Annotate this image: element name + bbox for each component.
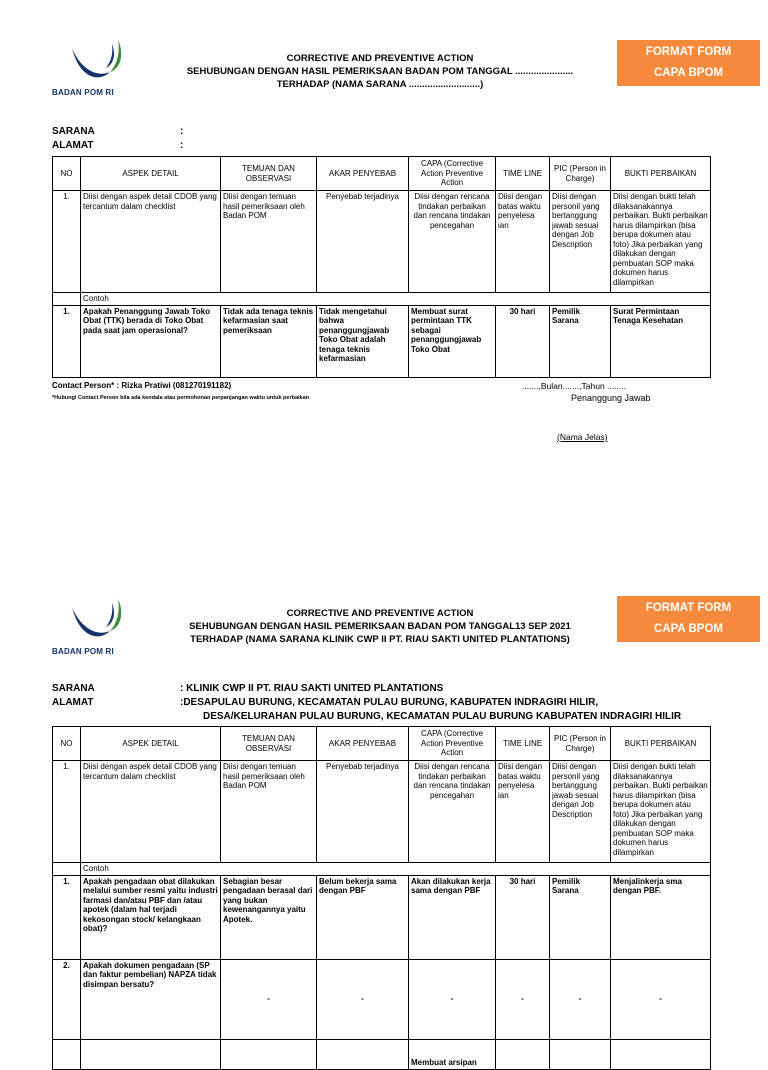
cell-no: 1. xyxy=(53,761,81,863)
cell-bukti: - xyxy=(611,959,711,1039)
col-header: TEMUAN DAN OBSERVASI xyxy=(221,157,317,191)
cell-bukti: Diisi dengan bukti telah dilaksanakannya perbaikan. Bukti perbaikan harus dilampirkan (bisa berupa dokumen atau foto) Jika perbaikan yang dilakukan dengan pembuatan SOP maka dokumen harus dilampirkan xyxy=(611,191,711,293)
guide-row xyxy=(53,761,711,863)
title-line-2: SEHUBUNGAN DENGAN HASIL PEMERIKSAAN BADAN POM TANGGAL ...................... xyxy=(186,66,574,77)
cell-bukti: Menjalinkerja sma dengan PBF. xyxy=(611,875,711,959)
cell-aspek: Apakah pengadaan obat dilakukan melalui sumber resmi yaitu industri farmasi dan/atau PBF dan /atau apotek (dalam hal terjadi kekosongan stock/ kelangkaan obat)? xyxy=(81,875,221,959)
col-header: ASPEK DETAIL xyxy=(81,727,221,761)
contoh-label: Contoh xyxy=(81,293,711,306)
col-header: TEMUAN DAN OBSERVASI xyxy=(221,727,317,761)
sarana-label: SARANA xyxy=(52,126,95,137)
cell-timeline: - xyxy=(496,959,550,1039)
cell-bukti: Diisi dengan bukti telah dilaksanakannya perbaikan. Bukti perbaikan harus dilampirkan (bisa berupa dokumen atau foto) Jika perbaikan yang dilakukan dengan pembuatan SOP maka dokumen harus dilampirkan xyxy=(611,761,711,863)
cell-timeline: Diisi dengan batas waktu penyelesa ian xyxy=(496,191,550,293)
cell-temuan: Tidak ada tenaga teknis kefarmasian saat pemeriksaan xyxy=(221,305,317,377)
capa-table xyxy=(52,156,711,378)
form-filled-page xyxy=(0,585,768,1067)
sarana-row xyxy=(52,683,443,695)
badge-line-2: CAPA BPOM xyxy=(654,67,723,79)
cell-aspek: Apakah dokumen pengadaan (SP dan faktur pembelian) NAPZA tidak disimpan bersatu? xyxy=(81,959,221,1039)
col-header: CAPA (Corrective Action Preventive Action xyxy=(409,157,496,191)
contact-note: *Hubungi Contact Person bila ada kendala atau permohonan perpanjangan waktu untuk perbaikan xyxy=(52,395,310,401)
badan-pom-logo xyxy=(48,597,143,659)
col-header: AKAR PENYEBAB xyxy=(317,157,409,191)
cell-pic: Diisi dengan personil yang bertanggung jawab sesuai dengan Job Description xyxy=(550,761,611,863)
date-line: .......,Bulan.......,Tahun ........ xyxy=(522,381,626,391)
alamat-value: : xyxy=(180,140,184,151)
cell-aspek: Diisi dengan aspek detail CDOB yang tercantum dalam checklist xyxy=(81,191,221,293)
form-template-page xyxy=(0,0,768,520)
example-row xyxy=(53,305,711,377)
alamat-row xyxy=(52,140,183,152)
cell-temuan: Sebagian besar pengadaan berasal dari yang bukan kewenangannya yaitu Apotek. xyxy=(221,875,317,959)
cell-akar: Belum bekerja sama dengan PBF xyxy=(317,875,409,959)
cell-akar xyxy=(317,1039,409,1069)
cell-capa: - xyxy=(409,959,496,1039)
cell-temuan xyxy=(221,1039,317,1069)
cell-timeline xyxy=(496,1039,550,1069)
cell-no: 1. xyxy=(53,191,81,293)
cell-temuan: Diisi dengan temuan hasil pemeriksaan oleh Badan POM xyxy=(221,761,317,863)
title-line-3: TERHADAP (NAMA SARANA KLINIK CWP II PT. RIAU SAKTI UNITED PLANTATIONS) xyxy=(190,634,570,645)
logo-text: BADAN POM RI xyxy=(52,88,114,97)
alamat-row xyxy=(52,697,598,709)
contoh-row xyxy=(53,863,711,876)
finding-row-1 xyxy=(53,875,711,959)
cell-akar: - xyxy=(317,959,409,1039)
cell-temuan: Diisi dengan temuan hasil pemeriksaan oleh Badan POM xyxy=(221,191,317,293)
cell-akar: Penyebab terjadinya xyxy=(317,191,409,293)
cell-akar: Tidak mengetahui bahwa penanggungjawab Toko Obat adalah tenaga teknis kefarmasian xyxy=(317,305,409,377)
cell-aspek: Diisi dengan aspek detail CDOB yang tercantum dalam checklist xyxy=(81,761,221,863)
col-header: PIC (Person in Charge) xyxy=(550,727,611,761)
cell-timeline: 30 hari xyxy=(496,875,550,959)
logo-text: BADAN POM RI xyxy=(52,647,114,656)
bpom-swoosh-icon xyxy=(66,597,126,645)
cell-no xyxy=(53,1039,81,1069)
contact-person: Contact Person* : Rizka Pratiwi (081270191182) xyxy=(52,381,232,390)
cell-capa: Diisi dengan rencana tindakan perbaikan dan rencana tindakan pencegahan xyxy=(409,191,496,293)
guide-row xyxy=(53,191,711,293)
col-header: TIME LINE xyxy=(496,157,550,191)
alamat-label: ALAMAT xyxy=(52,140,94,151)
cell-pic: - xyxy=(550,959,611,1039)
col-header: PIC (Person in Charge) xyxy=(550,157,611,191)
finding-row-2 xyxy=(53,959,711,1039)
sarana-label: SARANA xyxy=(52,683,95,694)
sarana-value: : xyxy=(180,126,184,137)
title-line-2: SEHUBUNGAN DENGAN HASIL PEMERIKSAAN BADAN POM TANGGAL13 SEP 2021 xyxy=(189,621,571,632)
cell-capa: Membuat surat permintaan TTK sebagai penanggungjawab Toko Obat xyxy=(409,305,496,377)
cell-timeline: 30 hari xyxy=(496,305,550,377)
col-header: NO xyxy=(53,727,81,761)
alamat-line-2: DESA/KELURAHAN PULAU BURUNG, KECAMATAN PULAU BURUNG KABUPATEN INDRAGIRI HILIR xyxy=(203,711,682,722)
cell-aspek xyxy=(81,1039,221,1069)
contoh-label: Contoh xyxy=(81,863,711,876)
cell-no: 1. xyxy=(53,875,81,959)
alamat-label: ALAMAT xyxy=(52,697,94,708)
col-header: CAPA (Corrective Action Preventive Action xyxy=(409,727,496,761)
cell-akar: Penyebab terjadinya xyxy=(317,761,409,863)
badge-line-2: CAPA BPOM xyxy=(654,623,723,635)
cell-empty xyxy=(53,863,81,876)
badge-line-1: FORMAT FORM xyxy=(645,46,732,58)
bpom-swoosh-icon xyxy=(66,38,126,86)
col-header: ASPEK DETAIL xyxy=(81,157,221,191)
cell-bukti: Surat Permintaan Tenaga Kesehatan xyxy=(611,305,711,377)
alamat-value: :DESAPULAU BURUNG, KECAMATAN PULAU BURUNG, KABUPATEN INDRAGIRI HILIR, xyxy=(180,697,599,708)
table-header-row xyxy=(53,727,711,761)
sarana-value: : KLINIK CWP II PT. RIAU SAKTI UNITED PLANTATIONS xyxy=(180,683,444,694)
title-line-1: CORRECTIVE AND PREVENTIVE ACTION xyxy=(286,608,474,619)
cell-capa: Akan dilakukan kerja sama dengan PBF xyxy=(409,875,496,959)
title-line-3: TERHADAP (NAMA SARANA ...........................) xyxy=(276,79,484,90)
document-title xyxy=(150,607,610,646)
cell-pic xyxy=(550,1039,611,1069)
cell-bukti xyxy=(611,1039,711,1069)
format-form-badge xyxy=(617,40,760,86)
col-header: BUKTI PERBAIKAN xyxy=(611,157,711,191)
title-line-1: CORRECTIVE AND PREVENTIVE ACTION xyxy=(286,53,474,64)
cell-temuan: - xyxy=(221,959,317,1039)
col-header: BUKTI PERBAIKAN xyxy=(611,727,711,761)
badge-line-1: FORMAT FORM xyxy=(645,602,732,614)
sarana-row xyxy=(52,126,183,138)
cell-capa: Diisi dengan rencana tindakan perbaikan dan rencana tindakan pencegahan xyxy=(409,761,496,863)
format-form-badge xyxy=(617,596,760,642)
cell-capa: Membuat arsipan xyxy=(409,1039,496,1069)
cell-no: 2. xyxy=(53,959,81,1039)
badan-pom-logo xyxy=(48,38,143,100)
col-header: TIME LINE xyxy=(496,727,550,761)
nama-jelas: (Nama Jelas) xyxy=(557,432,608,442)
cell-pic: Pemilik Sarana xyxy=(550,305,611,377)
cell-empty xyxy=(53,293,81,306)
col-header: NO xyxy=(53,157,81,191)
cell-timeline: Diisi dengan batas waktu penyelesa ian xyxy=(496,761,550,863)
finding-row-3 xyxy=(53,1039,711,1069)
cell-pic: Pemilik Sarana xyxy=(550,875,611,959)
document-title xyxy=(150,52,610,91)
table-header-row xyxy=(53,157,711,191)
cell-pic: Diisi dengan personil yang bertanggung jawab sesuai dengan Job Description xyxy=(550,191,611,293)
penanggung-jawab-label: Penanggung Jawab xyxy=(571,393,651,403)
col-header: AKAR PENYEBAB xyxy=(317,727,409,761)
contoh-row xyxy=(53,293,711,306)
cell-no: 1. xyxy=(53,305,81,377)
cell-aspek: Apakah Penanggung Jawab Toko Obat (TTK) berada di Toko Obat pada saat jam operasional? xyxy=(81,305,221,377)
capa-table xyxy=(52,726,711,1070)
